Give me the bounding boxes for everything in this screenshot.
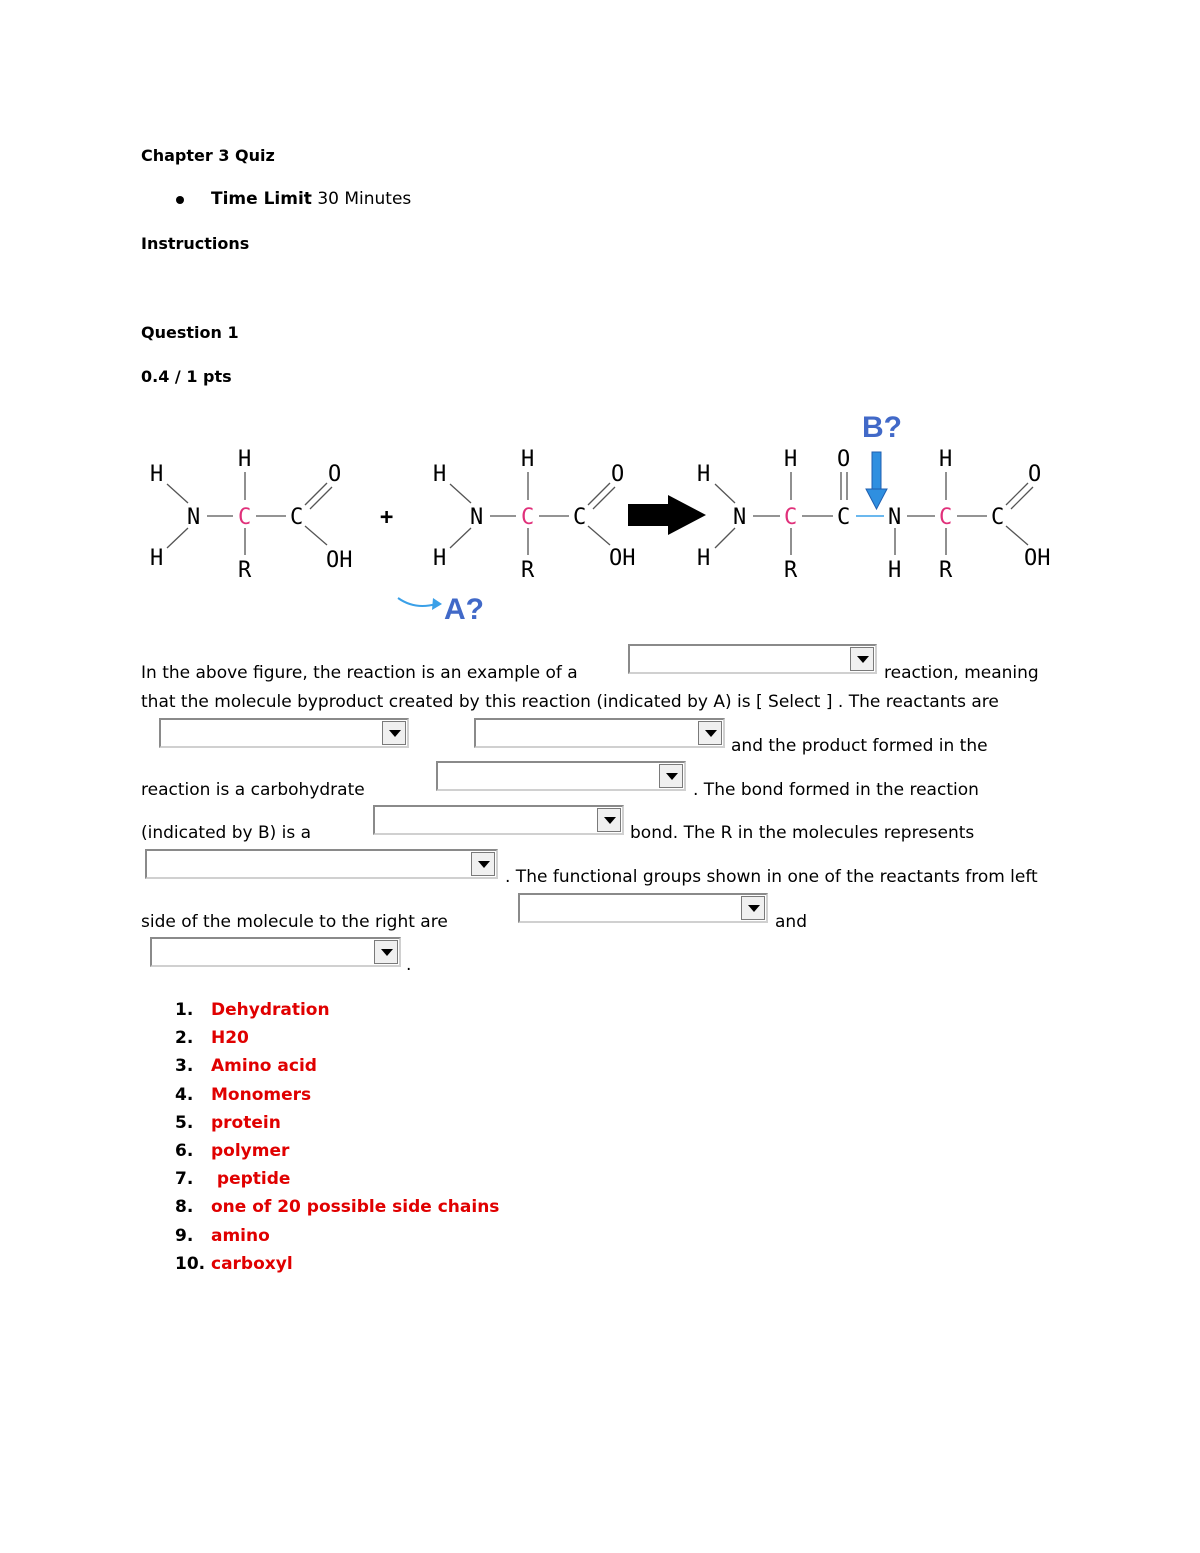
select-reaction-type[interactable] [628,644,877,674]
select-reactant-1[interactable] [159,718,409,748]
svg-text:OH: OH [609,546,636,571]
chevron-down-icon[interactable] [382,721,406,745]
svg-text:O: O [328,462,342,487]
svg-text:C: C [784,505,798,530]
question-text-10: side of the molecule to the right are [141,912,448,932]
question-text-2: reaction, meaning [884,663,1039,683]
svg-text:O: O [1028,462,1042,487]
svg-text:H: H [238,447,252,472]
svg-text:N: N [888,505,902,530]
question-text-6: . The bond formed in the reaction [693,780,979,800]
label-b: B? [862,411,902,444]
instructions-heading: Instructions [141,234,250,253]
select-r-group[interactable] [145,849,498,879]
svg-text:C: C [837,505,851,530]
svg-text:H: H [150,462,164,487]
question-text-12: . [406,955,412,975]
chevron-down-icon[interactable] [597,808,621,832]
svg-text:R: R [939,558,953,583]
answer-item: 7. peptide [175,1169,291,1190]
label-a: A? [444,593,484,626]
time-limit [211,189,411,209]
question-text-9: . The functional groups shown in one of the reactants from left [505,867,1038,887]
time-limit-value: 30 Minutes [317,189,412,209]
svg-text:C: C [991,505,1005,530]
answer-list [141,997,499,1279]
b-arrow-icon [866,452,887,509]
svg-text:R: R [784,558,798,583]
svg-text:C: C [238,505,252,530]
answer-item: 4. Monomers [175,1084,312,1105]
svg-text:OH: OH [1024,546,1051,571]
question-text-7: (indicated by B) is a [141,823,312,843]
svg-text:H: H [521,447,535,472]
svg-text:+: + [380,505,394,530]
answer-item: 6. polymer [175,1140,290,1161]
question-text-11: and [775,912,807,932]
chevron-down-icon[interactable] [698,721,722,745]
svg-text:C: C [290,505,304,530]
svg-text:OH: OH [326,548,353,573]
reaction-figure [140,405,1070,630]
svg-text:C: C [521,505,535,530]
svg-text:O: O [611,462,625,487]
chevron-down-icon[interactable] [659,764,683,788]
select-functional-group-1[interactable] [518,893,768,923]
amino-acid-molecule-2 [433,447,636,583]
svg-text:H: H [697,462,711,487]
page-title: Chapter 3 Quiz [141,146,275,165]
chevron-down-icon[interactable] [374,940,398,964]
svg-text:H: H [433,462,447,487]
svg-text:H: H [888,558,902,583]
answer-item: 9. amino [175,1225,270,1246]
answer-item: 2. H20 [175,1028,249,1049]
select-product[interactable] [436,761,686,791]
question-text-4: and the product formed in the [731,736,988,756]
select-reactant-2[interactable] [474,718,725,748]
question-points: 0.4 / 1 pts [141,367,232,386]
svg-text:R: R [238,558,252,583]
question-text-5: reaction is a carbohydrate [141,780,365,800]
svg-text:N: N [187,505,201,530]
answer-item: 3. Amino acid [175,1056,317,1077]
question-text-1: In the above figure, the reaction is an example of a [141,663,578,683]
answer-item: 10. carboxyl [175,1253,293,1274]
question-text-3: that the molecule byproduct created by this reaction (indicated by A) is [ Select ] . The reactants are [141,692,999,712]
svg-text:C: C [573,505,587,530]
answer-item: 5. protein [175,1112,281,1133]
reaction-arrow-icon [628,495,706,535]
chevron-down-icon[interactable] [471,852,495,876]
svg-text:N: N [470,505,484,530]
chevron-down-icon[interactable] [741,896,765,920]
answer-item: 1. Dehydration [175,1000,330,1020]
svg-text:H: H [784,447,798,472]
select-functional-group-2[interactable] [150,937,401,967]
amino-acid-molecule-1 [150,447,353,583]
chevron-down-icon[interactable] [850,647,874,671]
svg-text:N: N [733,505,747,530]
question-label: Question 1 [141,323,239,342]
select-bond-type[interactable] [373,805,624,835]
a-arrow-icon [398,598,436,606]
bullet-icon [176,196,184,204]
svg-text:H: H [939,447,953,472]
time-limit-label: Time Limit [211,189,312,209]
svg-text:C: C [939,505,953,530]
svg-text:R: R [521,558,535,583]
answer-item: 8. one of 20 possible side chains [175,1197,500,1218]
svg-text:O: O [837,447,851,472]
svg-text:H: H [697,546,711,571]
svg-text:H: H [150,546,164,571]
question-text-8: bond. The R in the molecules represents [630,823,975,843]
svg-text:H: H [433,546,447,571]
